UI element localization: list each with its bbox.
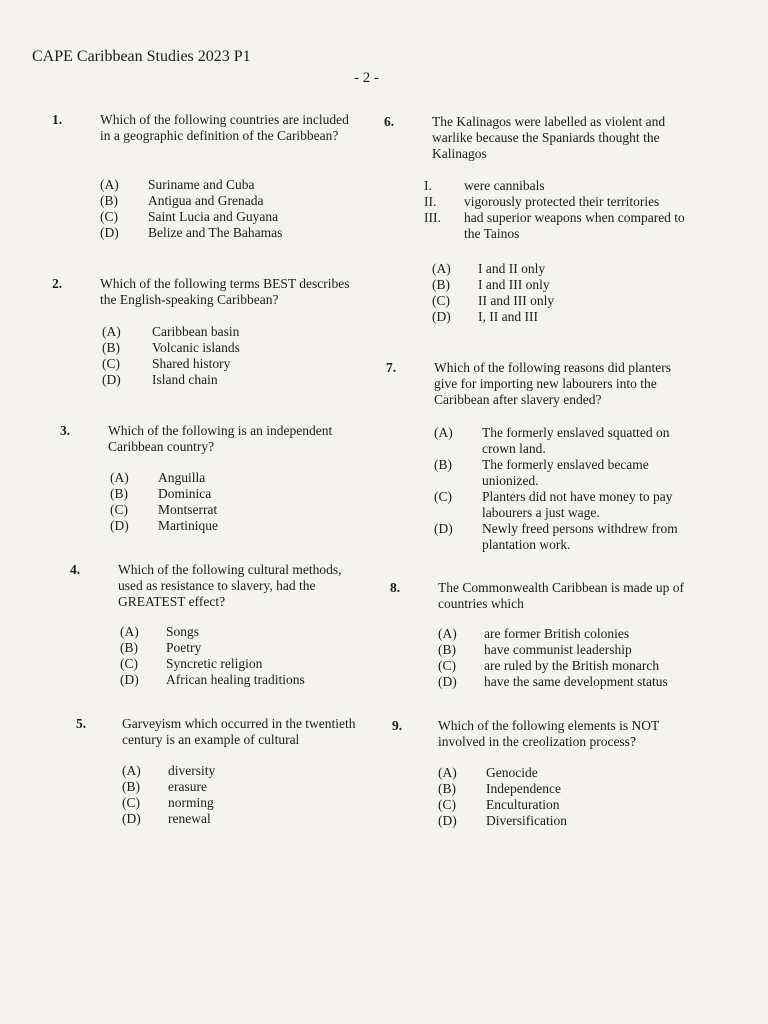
question-stem: Which of the following reasons did planters give for importing new labourers into the Caribbean after slavery ended? [434,360,671,407]
option-c[interactable]: (C) Montserrat [110,502,218,517]
question-stem: The Kalinagos were labelled as violent and warlike because the Spaniards thought the Kalinagos [432,114,666,161]
question-number: 8. [390,580,401,595]
statement-i: I. were cannibals [424,178,545,193]
question-stem: The Commonwealth Caribbean is made up of countries which [438,580,684,611]
question-stem: Which of the following is an independent Caribbean country? [108,423,333,454]
option-d[interactable]: (D) Diversification [438,813,567,828]
question-number: 4. [70,562,81,577]
option-c[interactable]: (C) Planters did not have money to pay labourers a just wage. [434,489,673,520]
option-b[interactable]: (B) have communist leadership [438,642,632,657]
option-d[interactable]: (D) have the same development status [438,674,668,689]
option-d[interactable]: (D) Martinique [110,518,218,533]
option-c[interactable]: (C) norming [122,795,214,810]
option-list [438,765,678,829]
statement-list [424,178,694,242]
question-stem: Which of the following elements is NOT involved in the creolization process? [438,718,659,749]
question-number: 2. [52,276,63,291]
option-b[interactable]: (B) The formerly enslaved became unionized. [434,457,649,488]
option-b[interactable]: (B) Independence [438,781,561,796]
option-a[interactable]: (A) diversity [122,763,216,778]
option-list [102,324,362,388]
option-a[interactable]: (A) Caribbean basin [102,324,240,339]
option-a[interactable]: (A) Genocide [438,765,538,780]
option-list [110,470,370,534]
option-c[interactable]: (C) II and III only [432,293,555,308]
question-number: 3. [60,423,71,438]
question-number: 7. [386,360,397,375]
option-a[interactable]: (A) are former British colonies [438,626,630,641]
exam-header-title: CAPE Caribbean Studies 2023 P1 [32,48,251,65]
option-d[interactable]: (D) renewal [122,811,211,826]
question-number: 1. [52,112,63,127]
option-list [434,425,696,553]
option-b[interactable]: (B) I and III only [432,277,550,292]
option-a[interactable]: (A) Suriname and Cuba [100,177,255,192]
option-a[interactable]: (A) The formerly enslaved squatted on crown land. [434,425,670,456]
option-list [438,626,698,690]
option-a[interactable]: (A) I and II only [432,261,546,276]
option-b[interactable]: (B) Antigua and Grenada [100,193,264,208]
page-number: - 2 - [354,70,379,86]
option-c[interactable]: (C) are ruled by the British monarch [438,658,660,673]
option-d[interactable]: (D) African healing traditions [120,672,305,687]
question-stem: Which of the following terms BEST describes the English-speaking Caribbean? [100,276,350,307]
option-list [122,763,362,827]
question-stem: Garveyism which occurred in the twentieth century is an example of cultural [122,716,356,747]
statement-ii: II. vigorously protected their territories [424,194,660,209]
option-a[interactable]: (A) Anguilla [110,470,206,485]
option-list [120,624,370,688]
option-d[interactable]: (D) Island chain [102,372,218,387]
question-number: 9. [392,718,403,733]
option-d[interactable]: (D) Belize and The Bahamas [100,225,283,240]
option-b[interactable]: (B) Dominica [110,486,212,501]
statement-iii: III. had superior weapons when compared to the Tainos [424,210,685,241]
option-c[interactable]: (C) Shared history [102,356,231,371]
option-b[interactable]: (B) erasure [122,779,207,794]
option-list [432,261,672,325]
option-a[interactable]: (A) Songs [120,624,200,639]
question-number: 5. [76,716,87,731]
question-stem: Which of the following countries are included in a geographic definition of the Caribbean? [100,112,349,143]
option-b[interactable]: (B) Volcanic islands [102,340,240,355]
option-c[interactable]: (C) Enculturation [438,797,560,812]
option-d[interactable]: (D) Newly freed persons withdrew from plantation work. [434,521,678,552]
question-stem: Which of the following cultural methods, used as resistance to slavery, had the GREATEST effect? [118,562,342,609]
question-number: 6. [384,114,395,129]
option-d[interactable]: (D) I, II and III [432,309,538,324]
option-c[interactable]: (C) Syncretic religion [120,656,263,671]
option-c[interactable]: (C) Saint Lucia and Guyana [100,209,279,224]
option-list [100,177,360,241]
option-b[interactable]: (B) Poetry [120,640,202,655]
